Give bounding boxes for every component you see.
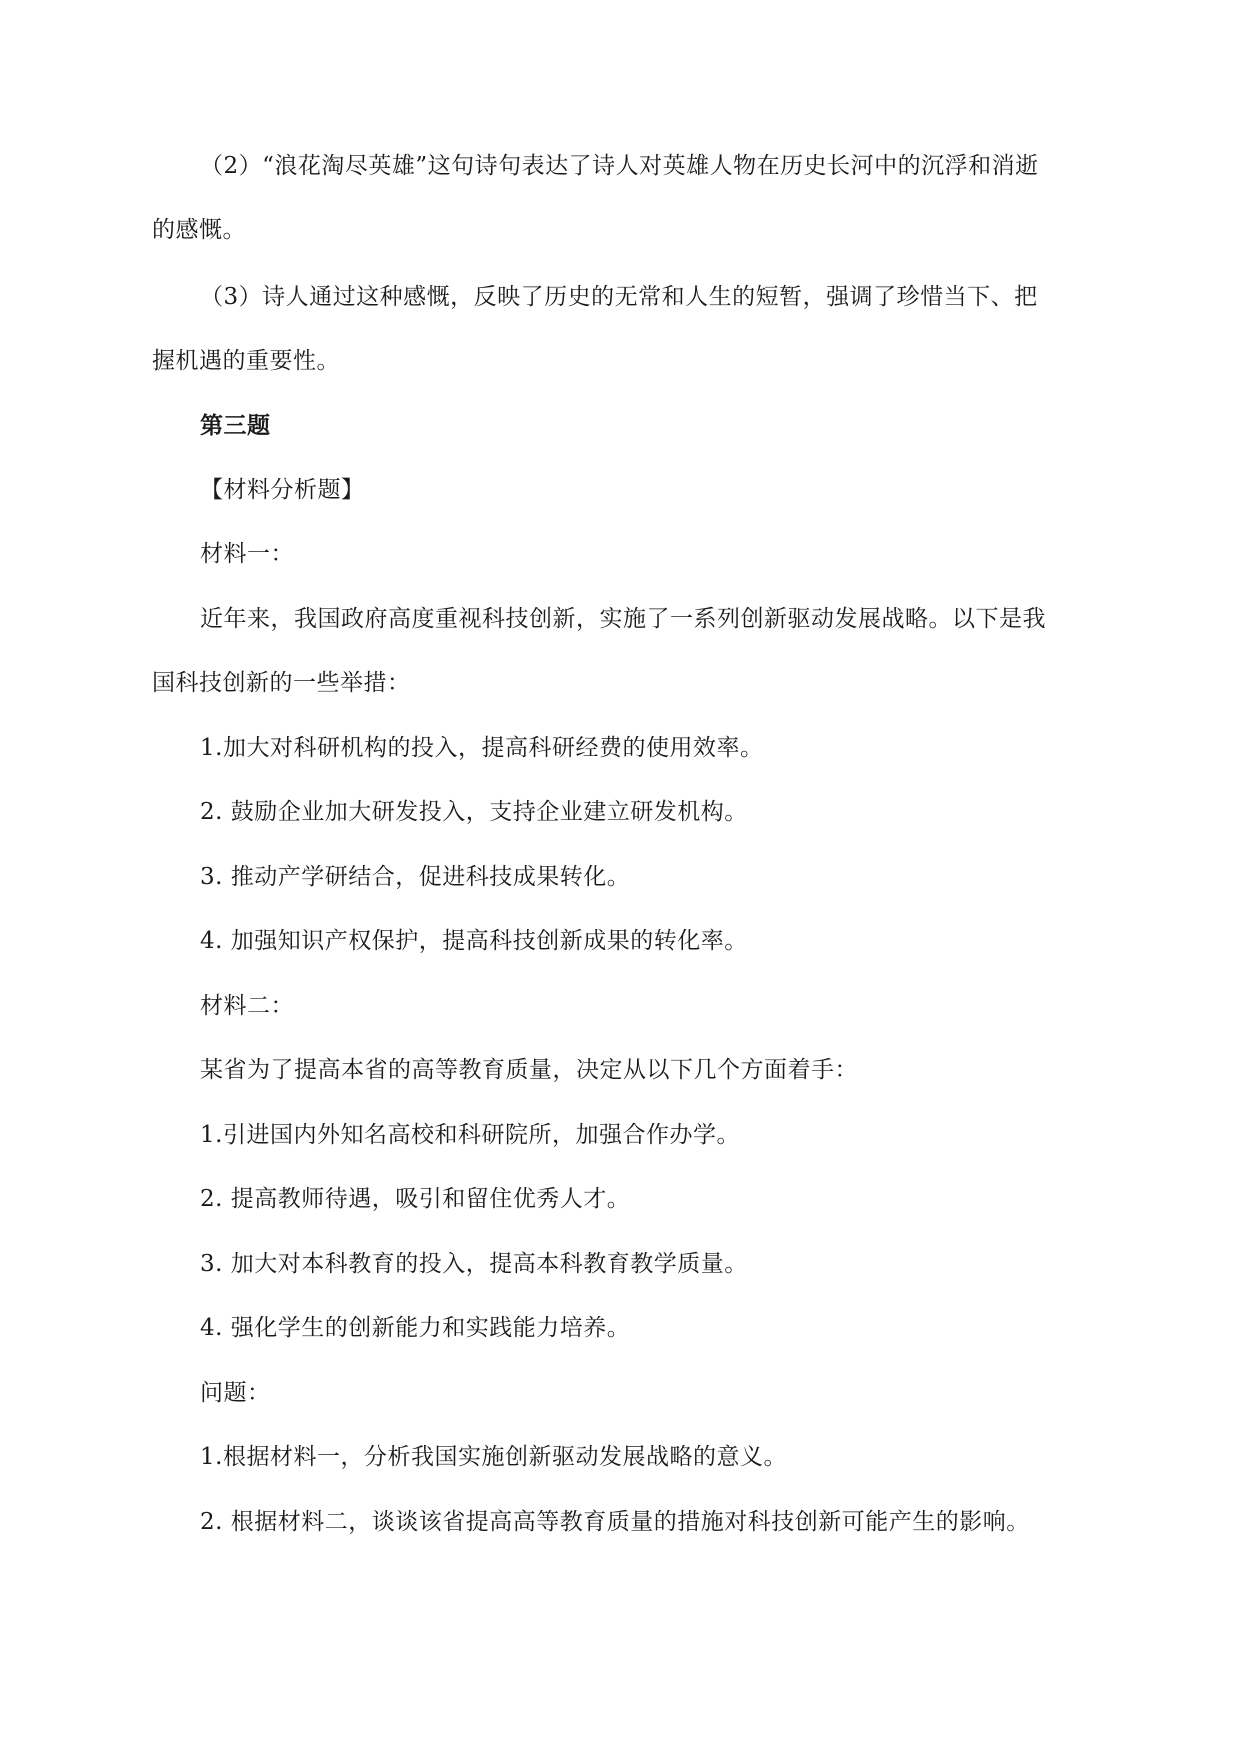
material-1-item-1: 1.加大对科研机构的投入，提高科研经费的使用效率。 bbox=[200, 735, 764, 761]
material-2-item-4: 4. 强化学生的创新能力和实践能力培养。 bbox=[200, 1315, 631, 1341]
question-item-2: 2. 根据材料二，谈谈该省提高高等教育质量的措施对科技创新可能产生的影响。 bbox=[200, 1509, 1030, 1535]
material-1-label: 材料一： bbox=[200, 541, 294, 567]
material-2-item-1: 1.引进国内外知名高校和科研院所，加强合作办学。 bbox=[200, 1122, 740, 1148]
material-2-item-3: 3. 加大对本科教育的投入，提高本科教育教学质量。 bbox=[200, 1251, 748, 1277]
question-type-label: 【材料分析题】 bbox=[200, 477, 365, 503]
questions-label: 问题： bbox=[200, 1380, 271, 1406]
question-item-1: 1.根据材料一，分析我国实施创新驱动发展战略的意义。 bbox=[200, 1444, 787, 1470]
material-1-item-2: 2. 鼓励企业加大研发投入，支持企业建立研发机构。 bbox=[200, 799, 748, 825]
answer-item-2-line-1: （2）“浪花淘尽英雄”这句诗句表达了诗人对英雄人物在历史长河中的沉浮和消逝 bbox=[200, 153, 1039, 179]
material-1-intro-line-2: 国科技创新的一些举措： bbox=[152, 670, 411, 696]
section-title: 第三题 bbox=[200, 412, 271, 439]
answer-item-3-line-2: 握机遇的重要性。 bbox=[152, 348, 340, 374]
material-1-item-4: 4. 加强知识产权保护，提高科技创新成果的转化率。 bbox=[200, 928, 748, 954]
material-1-intro-line-1: 近年来，我国政府高度重视科技创新，实施了一系列创新驱动发展战略。以下是我 bbox=[200, 606, 1046, 632]
material-2-intro: 某省为了提高本省的高等教育质量，决定从以下几个方面着手： bbox=[200, 1057, 858, 1083]
material-2-label: 材料二： bbox=[200, 993, 294, 1019]
answer-item-3-line-1: （3）诗人通过这种感慨，反映了历史的无常和人生的短暂，强调了珍惜当下、把 bbox=[200, 284, 1038, 310]
material-2-item-2: 2. 提高教师待遇，吸引和留住优秀人才。 bbox=[200, 1186, 631, 1212]
material-1-item-3: 3. 推动产学研结合，促进科技成果转化。 bbox=[200, 864, 631, 890]
answer-item-2-line-2: 的感慨。 bbox=[152, 217, 246, 243]
